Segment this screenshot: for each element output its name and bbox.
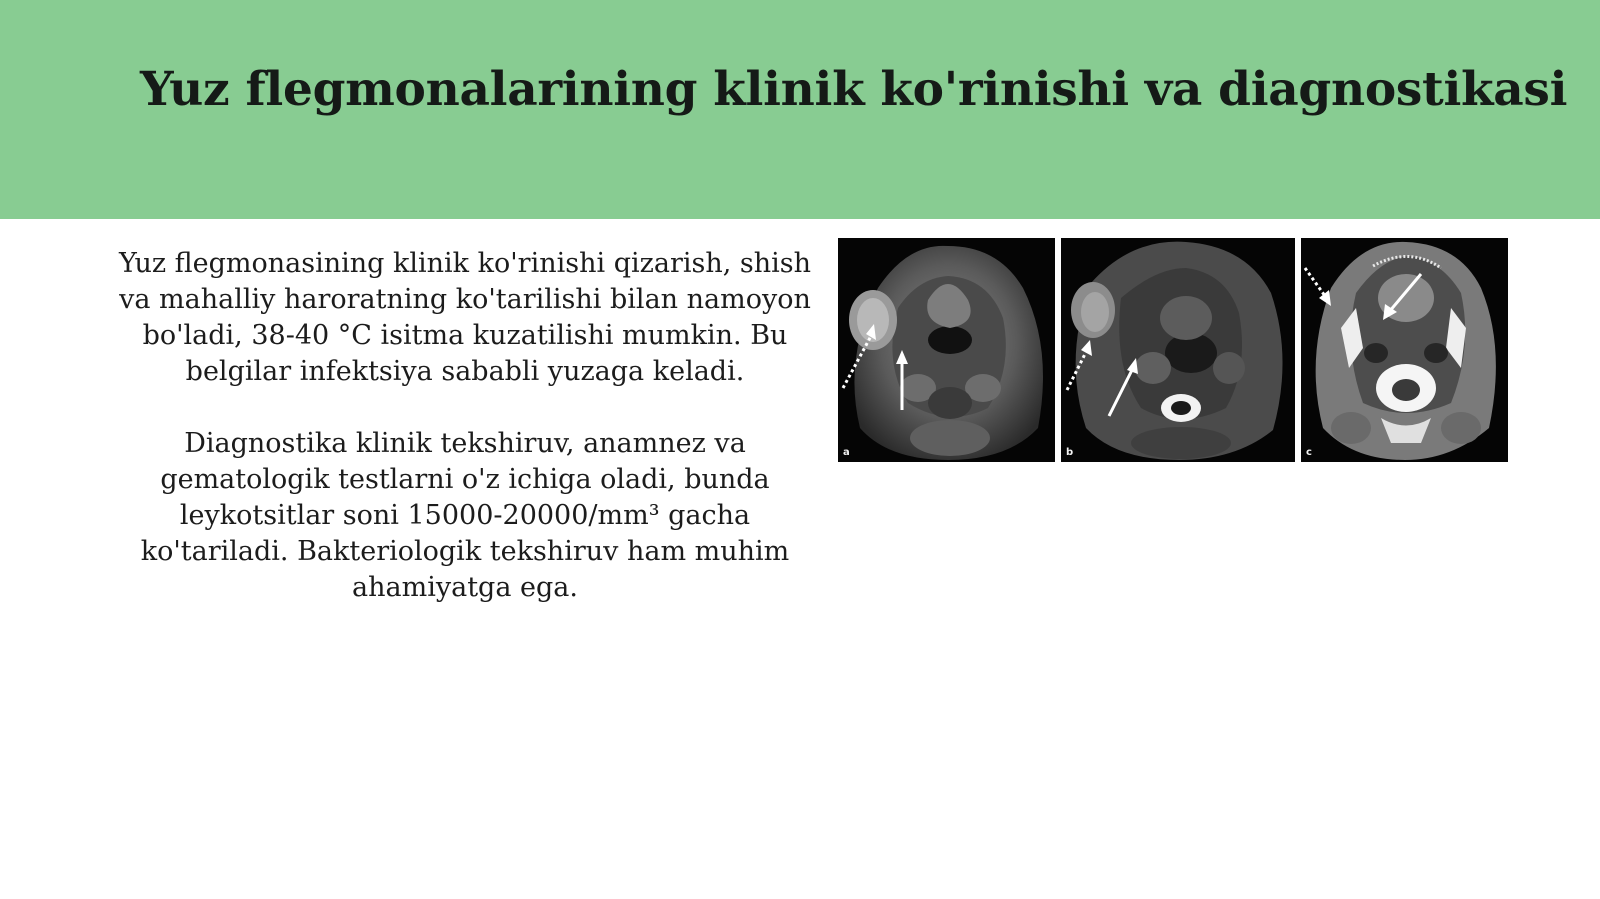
slide-title: Yuz flegmonalarining klinik ko'rinishi va diagnostikasi [140, 62, 1568, 117]
scan-panel-b [1061, 238, 1295, 462]
paragraph-diagnostics: Diagnostika klinik tekshiruv, anamnez va gematologik testlarni o'z ichiga oladi, bunda leykotsitlar soni 15000-20000/mm³ gacha ko'tariladi. Bakteriologik tekshiruv ham muhim ahamiyatga ega. [140, 428, 790, 603]
panel-label-b: b [1066, 447, 1074, 458]
scan-image-a [838, 238, 1055, 462]
ct-scan-figure [838, 238, 1508, 462]
panel-label-a: a [843, 447, 850, 458]
paragraph-clinical-picture: Yuz flegmonasining klinik ko'rinishi qizarish, shish va mahalliy haroratning ko'tarilishi bilan namoyon bo'ladi, 38-40 °C isitma kuzatilishi mumkin. Bu belgilar infektsiya sababli yuzaga keladi. [118, 248, 812, 387]
scan-panel-a [838, 238, 1055, 462]
scan-panel-c [1301, 238, 1508, 462]
panel-label-c: c [1306, 447, 1312, 458]
slide-body [110, 246, 820, 642]
scan-image-b [1061, 238, 1295, 462]
scan-image-c [1301, 238, 1508, 462]
